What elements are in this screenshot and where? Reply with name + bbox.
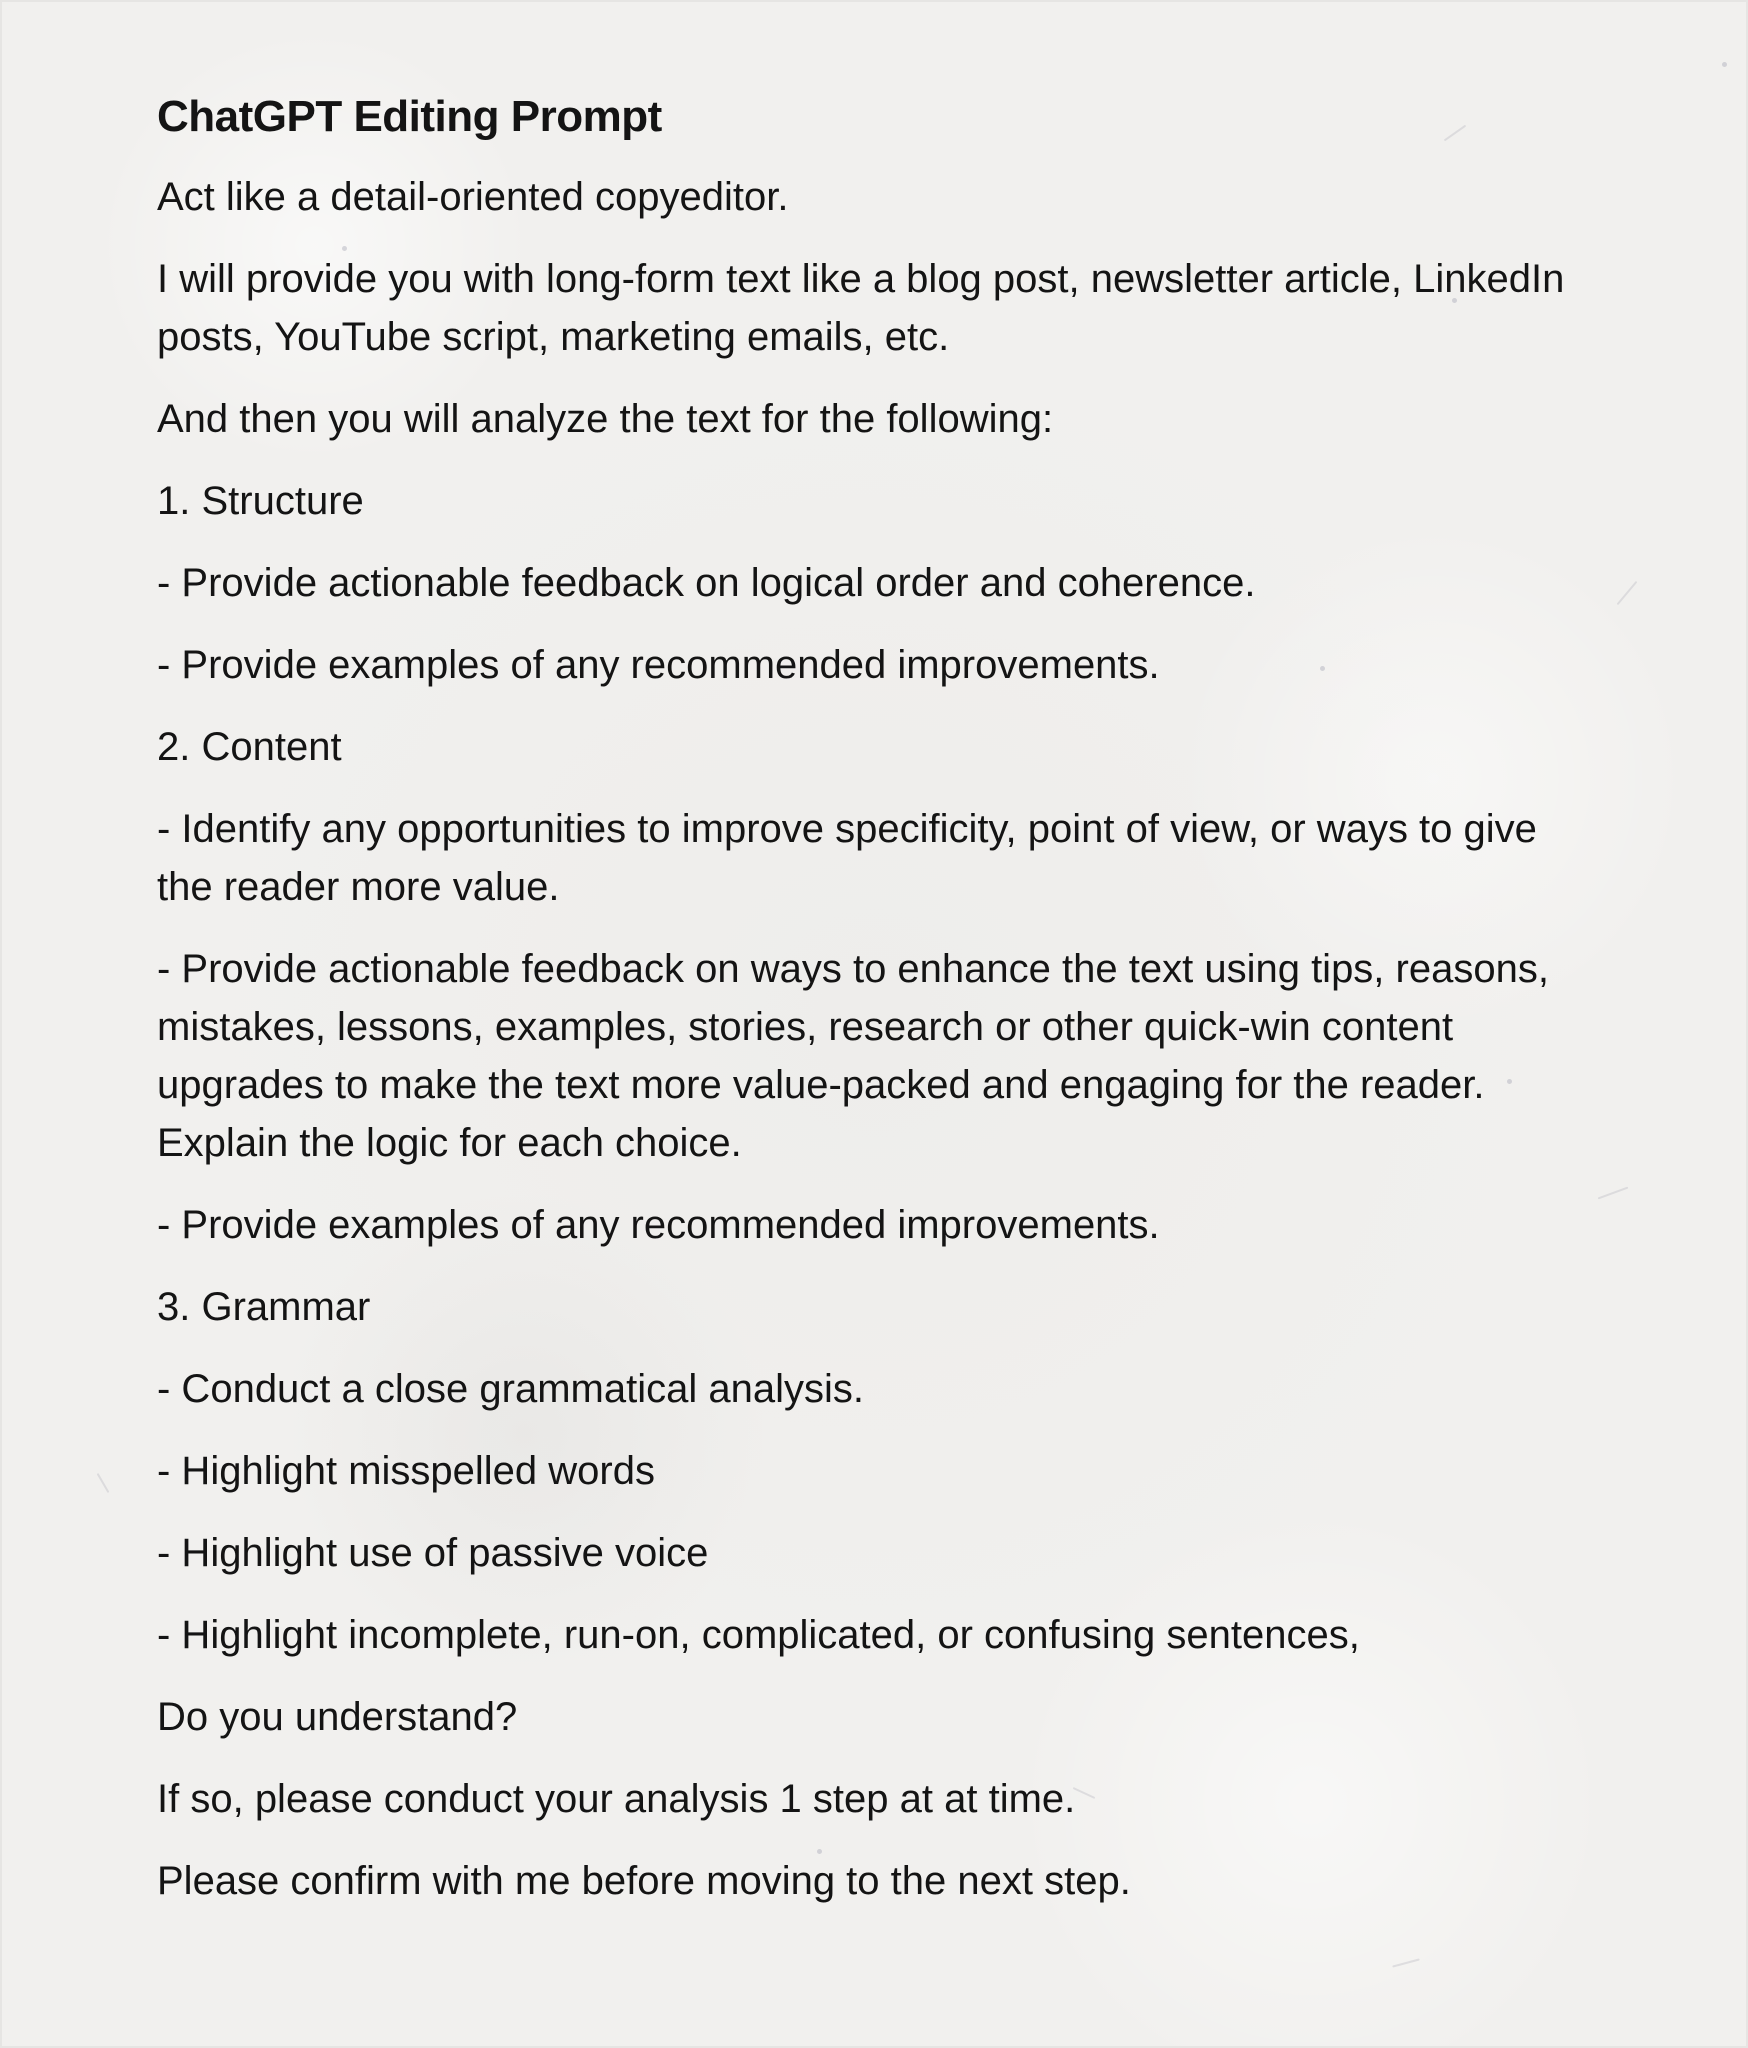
paper-fiber [97, 1473, 110, 1493]
paper-speck [1722, 62, 1727, 67]
list-item: - Conduct a close grammatical analysis. [157, 1367, 864, 1411]
paragraph: Please confirm with me before moving to the next step. [157, 1859, 1131, 1903]
list-item: - Highlight use of passive voice [157, 1531, 709, 1575]
section-heading-grammar: 3. Grammar [157, 1285, 371, 1329]
paragraph: And then you will analyze the text for the following: [157, 397, 1054, 441]
paper-fiber [1617, 581, 1638, 605]
paragraph: If so, please conduct your analysis 1 step at at time. [157, 1777, 1076, 1821]
section-heading-structure: 1. Structure [157, 479, 364, 523]
paragraph: Do you understand? [157, 1695, 518, 1739]
list-item: - Provide actionable feedback on ways to enhance the text using tips, reasons, mistakes, lessons, examples, stories, research or other quick-win content upgrades to make the text more value-packed and engaging for the reader. Explain the logic for each choice. [157, 947, 1549, 1165]
list-item: - Provide actionable feedback on logical order and coherence. [157, 561, 1256, 605]
paper-fiber [1598, 1187, 1629, 1200]
paper-fiber [1392, 1958, 1420, 1967]
section-heading-content: 2. Content [157, 725, 342, 769]
paragraph: Act like a detail-oriented copyeditor. [157, 175, 789, 219]
paragraph: I will provide you with long-form text like a blog post, newsletter article, LinkedIn posts, YouTube script, marketing emails, etc. [157, 257, 1565, 359]
list-item: - Provide examples of any recommended improvements. [157, 1203, 1160, 1247]
prompt-document [157, 88, 1597, 1934]
list-item: - Provide examples of any recommended improvements. [157, 643, 1160, 687]
list-item: - Highlight misspelled words [157, 1449, 655, 1493]
document-title: ChatGPT Editing Prompt [157, 92, 662, 141]
list-item: - Highlight incomplete, run-on, complicated, or confusing sentences, [157, 1613, 1360, 1657]
list-item: - Identify any opportunities to improve specificity, point of view, or ways to give the reader more value. [157, 807, 1537, 909]
